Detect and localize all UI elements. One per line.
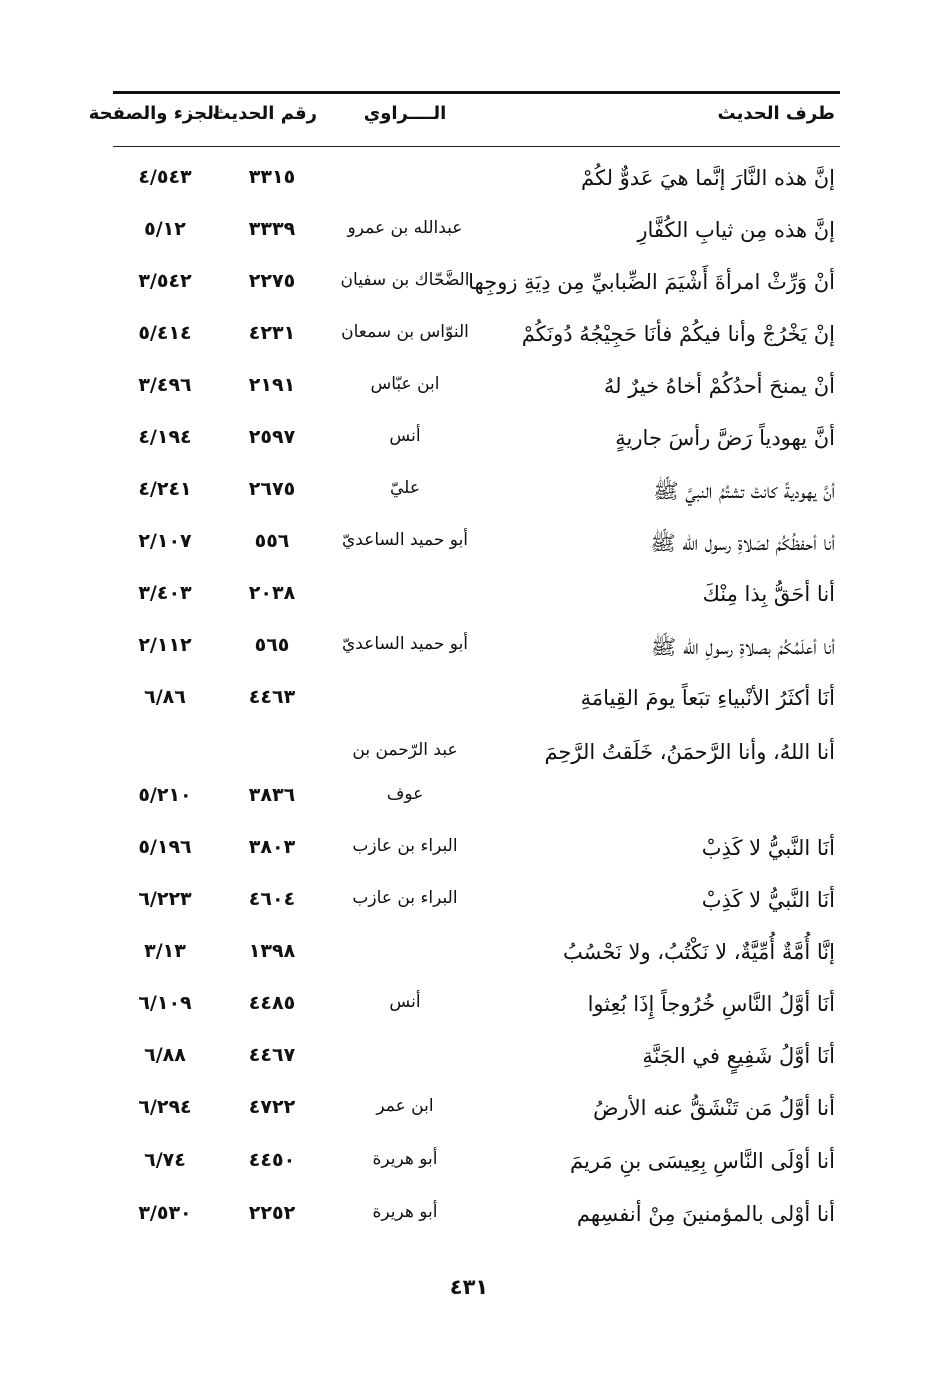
volume-page: ٣/٥٤٢ — [138, 270, 192, 292]
header-page: الجزء والصفحة — [88, 103, 220, 124]
volume-page: ٤/١٩٤ — [138, 426, 192, 448]
table-row — [0, 734, 939, 774]
table-row — [0, 368, 939, 408]
table-row — [0, 628, 939, 668]
hadith-text: أنَا أكثَرُ الأنْبياءِ تبَعاً يومَ القِيامَةِ — [580, 686, 835, 710]
table-row — [0, 160, 939, 200]
hadith-number: ٤٤٦٧ — [248, 1044, 296, 1066]
hadith-text: أنَّ يهوديةً كانتْ تشتُمُ النبيَّ ﷺ — [653, 479, 835, 503]
volume-page: ٥/٢١٠ — [138, 784, 192, 806]
volume-page: ٦/٨٦ — [144, 686, 186, 708]
hadith-text: أنْ وَرِّثْ امرأةَ أَشْيَمَ الضِّبابيِّ مِن دِيَةِ زوجِها — [468, 270, 835, 294]
hadith-text: أنا أوَّلُ مَن تَنْشَقُّ عنه الأرضُ — [593, 1096, 835, 1120]
rawi-name: عبد الرّحمن بن — [352, 740, 458, 760]
hadith-text: أنَا أوَّلُ النَّاسِ خُرُوجاً إِذَا بُعِثوا — [587, 992, 835, 1016]
header-rawi: الــــراوي — [363, 103, 447, 124]
volume-page: ٥/١٩٦ — [138, 836, 192, 858]
hadith-number: ٥٥٦ — [254, 530, 290, 552]
volume-page: ٦/٢٢٣ — [138, 888, 192, 910]
rawi-name: الضَّحّاك بن سفيان — [340, 270, 470, 290]
table-row — [0, 1090, 939, 1130]
hadith-number: ٤٧٢٢ — [248, 1096, 296, 1118]
table-row — [0, 316, 939, 356]
volume-page: ٢/١١٢ — [138, 634, 192, 656]
rawi-name: البراء بن عازب — [352, 836, 458, 856]
hadith-text: أنْ يمنحَ أحدُكُمْ أخاهُ خيرٌ لهُ — [603, 374, 835, 398]
table-row — [0, 472, 939, 512]
table-row — [0, 420, 939, 460]
rawi-name: ابن عبّاس — [370, 374, 440, 394]
volume-page: ٦/٧٤ — [144, 1149, 186, 1171]
volume-page: ٥/١٢ — [144, 218, 186, 240]
hadith-number: ٤٤٥٠ — [248, 1149, 296, 1171]
table-row — [0, 212, 939, 252]
volume-page: ٦/٢٩٤ — [138, 1096, 192, 1118]
table-row — [0, 1196, 939, 1236]
hadith-number: ٣٨٣٦ — [248, 784, 296, 806]
table-row — [0, 680, 939, 720]
hadith-text: أنَا النَّبيُّ لا كَذِبْ — [701, 836, 835, 860]
hadith-text: أنا أوْلَى النَّاسِ بِعِيسَى بنِ مَريمَ — [570, 1149, 835, 1173]
table-row — [0, 576, 939, 616]
rawi-name: أنس — [389, 426, 421, 446]
hadith-number: ٢٢٧٥ — [248, 270, 296, 292]
rawi-name: ابن عمر — [376, 1096, 434, 1116]
table-row — [0, 1038, 939, 1078]
hadith-text: أنا أوْلى بالمؤمنينَ مِنْ أنفسِهم — [576, 1202, 835, 1226]
table-row — [0, 1143, 939, 1183]
hadith-number: ٤٤٨٥ — [248, 992, 296, 1014]
volume-page: ٢/١٠٧ — [138, 530, 192, 552]
hadith-text: إنَّ هذه النَّارَ إنَّما هيَ عَدوٌّ لكُمْ — [581, 166, 835, 190]
hadith-text: أنا أحفظُكُمْ لصَلاةِ رسول الله ﷺ — [650, 531, 835, 555]
volume-page: ٤/٢٤١ — [138, 478, 192, 500]
volume-page: ٣/٥٣٠ — [138, 1202, 192, 1224]
volume-page: ٥/٤١٤ — [138, 322, 192, 344]
table-row — [0, 524, 939, 564]
hadith-number: ٣٣٣٩ — [248, 218, 296, 240]
table-row — [0, 934, 939, 974]
volume-page: ٣/٤٩٦ — [138, 374, 192, 396]
rawi-name: أبو هريرة — [372, 1149, 438, 1169]
hadith-text: أنَا النَّبيُّ لا كَذِبْ — [701, 888, 835, 912]
table-row — [0, 882, 939, 922]
table-row — [0, 986, 939, 1026]
hadith-number: ٣٨٠٣ — [248, 836, 296, 858]
hadith-number: ١٣٩٨ — [248, 940, 296, 962]
volume-page: ٣/١٣ — [144, 940, 186, 962]
hadith-number: ٢١٩١ — [248, 374, 296, 396]
hadith-number: ٤٦٠٤ — [248, 888, 296, 910]
table-row — [0, 830, 939, 870]
rawi-name: النوّاس بن سمعان — [341, 322, 469, 342]
hadith-text: أنا أعلَمُكُمْ بصلاةِ رسولِ الله ﷺ — [650, 635, 835, 659]
hadith-number: ٥٦٥ — [254, 634, 290, 656]
hadith-text: أنا اللهُ، وأنا الرَّحمَنُ، خَلَقتُ الرَّحِمَ — [544, 740, 835, 764]
hadith-text: إنَّا أُمَّةٌ أُمِّيَّةٌ، لا نَكْتُبُ، ولا نَحْسُبُ — [563, 940, 835, 964]
hadith-text: إنْ يَخْرُجْ وأنا فيكُمْ فأنَا حَجِيْجُهُ دُونَكُمْ — [521, 322, 835, 346]
rawi-name: البراء بن عازب — [352, 888, 458, 908]
volume-page: ٣/٤٠٣ — [138, 582, 192, 604]
rawi-name: عليّ — [390, 478, 420, 498]
rawi-name: عبدالله بن عمرو — [347, 218, 463, 238]
table-row — [0, 264, 939, 304]
rawi-name: أنس — [389, 992, 421, 1012]
volume-page: ٤/٥٤٣ — [138, 166, 192, 188]
hadith-number: ٣٣١٥ — [248, 166, 296, 188]
hadith-text: إنَّ هذه مِن ثيابِ الكُفَّارِ — [637, 218, 835, 242]
hadith-number: ٤٤٦٣ — [248, 686, 296, 708]
hadith-number: ٢٢٥٢ — [248, 1202, 296, 1224]
volume-page: ٦/١٠٩ — [138, 992, 192, 1014]
rawi-name: عوف — [386, 784, 424, 804]
hadith-number: ٢٦٧٥ — [248, 478, 296, 500]
hadith-number: ٢٠٣٨ — [248, 582, 296, 604]
hadith-text: أنَا أوَّلُ شَفِيعٍ في الجَنَّةِ — [642, 1044, 835, 1068]
header-number: رقم الحديث — [212, 103, 317, 124]
rawi-name: أبو حميد الساعديّ — [341, 634, 469, 654]
rawi-name: أبو هريرة — [372, 1202, 438, 1222]
rawi-name: أبو حميد الساعديّ — [341, 530, 469, 550]
volume-page: ٦/٨٨ — [144, 1044, 186, 1066]
hadith-text: أنا أحَقُّ بِذا مِنْكَ — [702, 582, 835, 606]
header-hadith: طرف الحديث — [717, 103, 835, 124]
hadith-text: أنَّ يهودياً رَضَّ رأسَ جاريةٍ — [615, 426, 835, 450]
hadith-number: ٤٢٣١ — [248, 322, 296, 344]
hadith-number: ٢٥٩٧ — [248, 426, 296, 448]
table-row — [0, 778, 939, 818]
page-number: ٤٣١ — [449, 1275, 489, 1299]
